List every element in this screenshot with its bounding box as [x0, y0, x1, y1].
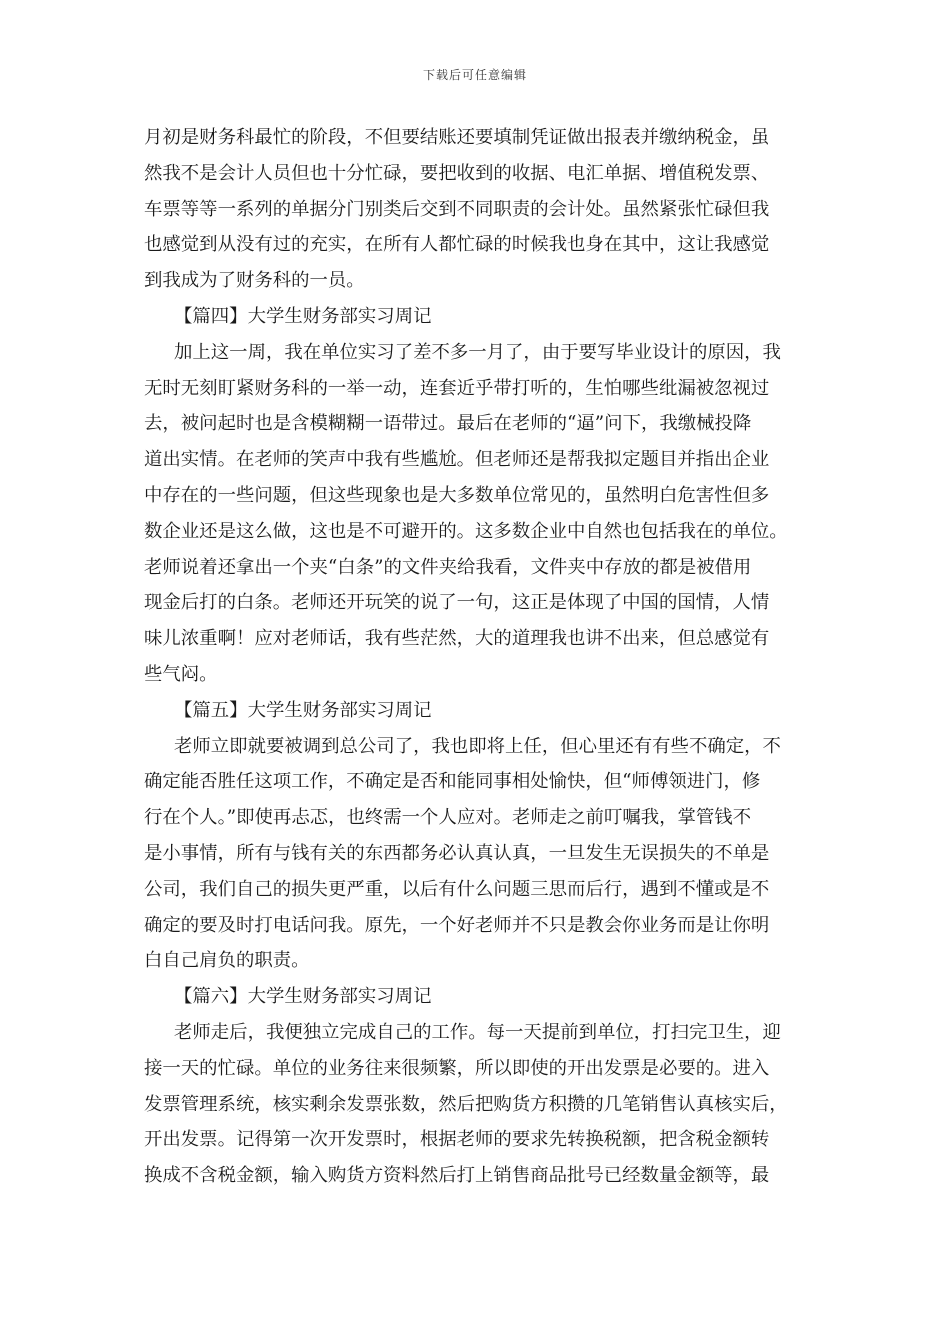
text-line: 行在个人。”即使再忐忑，也终需一个人应对。老师走之前叮嘱我，掌管钱不: [144, 807, 752, 829]
text-line: 老师走后，我便独立完成自己的工作。每一天提前到单位，打扫完卫生，迎: [174, 1021, 781, 1043]
text-line: 老师说着还拿出一个夹“白条”的文件夹给我看，文件夹中存放的都是被借用: [144, 556, 752, 578]
text-line: 到我成为了财务科的一员。: [144, 270, 365, 292]
section-heading: 【篇四】大学生财务部实习周记: [174, 305, 432, 327]
text-line: 车票等等一系列的单据分门别类后交到不同职责的会计处。虽然紧张忙碌但我: [144, 198, 770, 220]
page-header: 下载后可任意编辑: [422, 68, 527, 82]
text-line: 现金后打的白条。老师还开玩笑的说了一句，这正是体现了中国的国情，人情: [144, 592, 770, 614]
text-line: 然我不是会计人员但也十分忙碌，要把收到的收据、电汇单据、增值税发票、: [144, 162, 770, 184]
text-line: 发票管理系统，核实剩余发票张数，然后把购货方积攒的几笔销售认真核实后，: [144, 1093, 788, 1115]
text-line: 确定的要及时打电话问我。原先，一个好老师并不只是教会你业务而是让你明: [144, 914, 770, 936]
text-line: 数企业还是这么做，这也是不可避开的。这多数企业中自然也包括我在的单位。: [144, 520, 788, 542]
text-line: 些气闷。: [144, 663, 218, 685]
text-line: 道出实情。在老师的笑声中我有些尴尬。但老师还是帮我拟定题目并指出企业: [144, 449, 770, 471]
text-line: 月初是财务科最忙的阶段，不但要结账还要填制凭证做出报表并缴纳税金，虽: [144, 127, 770, 148]
text-line: 去，被问起时也是含模糊糊一语带过。最后在老师的“逼”问下，我缴械投降: [144, 413, 752, 435]
text-line: 加上这一周，我在单位实习了差不多一月了，由于要写毕业设计的原因，我: [174, 341, 781, 363]
section-heading: 【篇五】大学生财务部实习周记: [174, 699, 432, 721]
text-line: 老师立即就要被调到总公司了，我也即将上任，但心里还有有些不确定，不: [174, 735, 781, 757]
section-heading: 【篇六】大学生财务部实习周记: [174, 986, 432, 1008]
text-line: 是小事情，所有与钱有关的东西都务必认真认真，一旦发生无误损失的不单是: [144, 842, 770, 864]
text-line: 确定能否胜任这项工作，不确定是否和能同事相处愉快，但“师傅领进门，修: [144, 771, 761, 793]
text-line: 白自己肩负的职责。: [144, 950, 310, 972]
text-line: 公司，我们自己的损失更严重，以后有什么问题三思而后行，遇到不懂或是不: [144, 878, 770, 900]
text-line: 无时无刻盯紧财务科的一举一动，连套近乎带打听的，生怕哪些纰漏被忽视过: [144, 377, 770, 399]
document-body: [144, 120, 809, 1194]
text-line: 也感觉到从没有过的充实，在所有人都忙碌的时候我也身在其中，这让我感觉: [144, 234, 770, 256]
text-line: 接一天的忙碌。单位的业务往来很频繁，所以即使的开出发票是必要的。进入: [144, 1057, 770, 1079]
text-line: 中存在的一些问题，但这些现象也是大多数单位常见的，虽然明白危害性但多: [144, 484, 770, 506]
text-line: 味儿浓重啊！应对老师话，我有些茫然，大的道理我也讲不出来，但总感觉有: [144, 628, 770, 650]
text-line: 开出发票。记得第一次开发票时，根据老师的要求先转换税额，把含税金额转: [144, 1129, 770, 1151]
text-line: 换成不含税金额，输入购货方资料然后打上销售商品批号已经数量金额等，最: [144, 1165, 770, 1187]
